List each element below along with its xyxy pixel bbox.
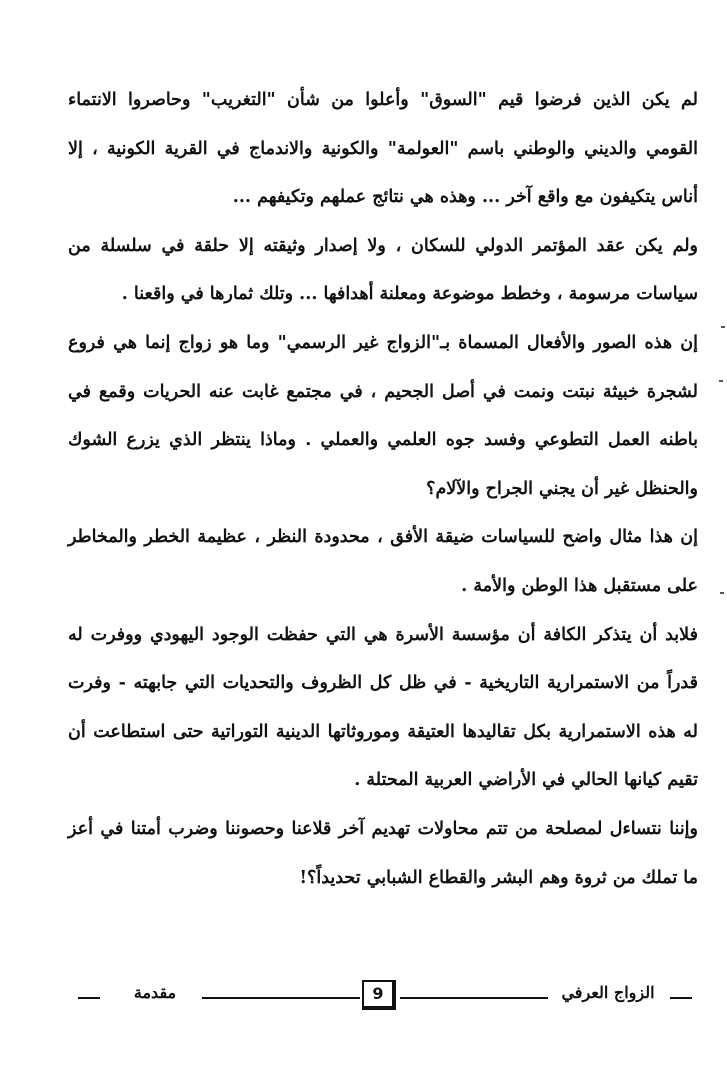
scan-edge-mark [719, 380, 723, 382]
page-number-box: 9 [362, 980, 396, 1010]
paragraph-3: إن هذه الصور والأفعال المسماة بـ"الزواج غير الرسمي" وما هو زواج إنما هي فروع لشجرة خبيثة نبتت ونمت في أصل الجحيم ، في مجتمع غابت عنه الحريات وقمع في باطنه العمل التطوعي وفسد جوه العلمي والعملي . وماذا ينتظر الذي يزرع الشوك والحنظل غير أن يجني الجراح والآلام؟ [68, 332, 698, 499]
body-text [68, 76, 698, 902]
footer-book-title: الزواج العرفي [561, 983, 655, 1002]
footer-rule-center-right [400, 997, 548, 999]
scan-edge-mark [721, 326, 725, 328]
footer-rule-left [78, 997, 100, 999]
page-footer [0, 976, 727, 1020]
footer-rule-center-left [202, 997, 360, 999]
paragraph-4: إن هذا مثال واضح للسياسات ضيقة الأفق ، محدودة النظر ، عظيمة الخطر والمخاطر على مستقبل هذا الوطن والأمة . [68, 527, 698, 596]
paragraph-5: فلابد أن يتذكر الكافة أن مؤسسة الأسرة هي التي حفظت الوجود اليهودي ووفرت له قدراً من الاستمرارية التاريخية - في ظل كل الظروف والتحديات التي جابهته - وفرت له هذه الاستمرارية بكل تقاليدها العتيقة وموروثاتها الدينية التوراتية حتى استطاعت أن تقيم كيانها الحالي في الأراضي العربية المحتلة . [68, 624, 698, 791]
paragraph-1: لم يكن الذين فرضوا قيم "السوق" وأعلوا من شأن "التغريب" وحاصروا الانتماء القومي والديني والوطني باسم "العولمة" والكونية والاندماج في القرية الكونية ، إلا أناس يتكيفون مع واقع آخر ... وهذه هي نتائج عملهم وتكيفهم ... [68, 90, 698, 208]
footer-rule-right [670, 997, 692, 999]
scan-edge-mark [720, 592, 724, 594]
paragraph-6: وإننا نتساءل لمصلحة من تتم محاولات تهديم آخر قلاعنا وحصوننا وضرب أمتنا في أعز ما تملك من ثروة وهم البشر والقطاع الشبابي تحديداً؟! [68, 818, 698, 888]
footer-section-title: مقدمة [133, 983, 177, 1002]
paragraph-2: ولم يكن عقد المؤتمر الدولي للسكان ، ولا إصدار وثيقته إلا حلقة في سلسلة من سياسات مرسومة ، وخطط موضوعة ومعلنة أهدافها ... وتلك ثمارها في واقعنا . [68, 235, 698, 305]
